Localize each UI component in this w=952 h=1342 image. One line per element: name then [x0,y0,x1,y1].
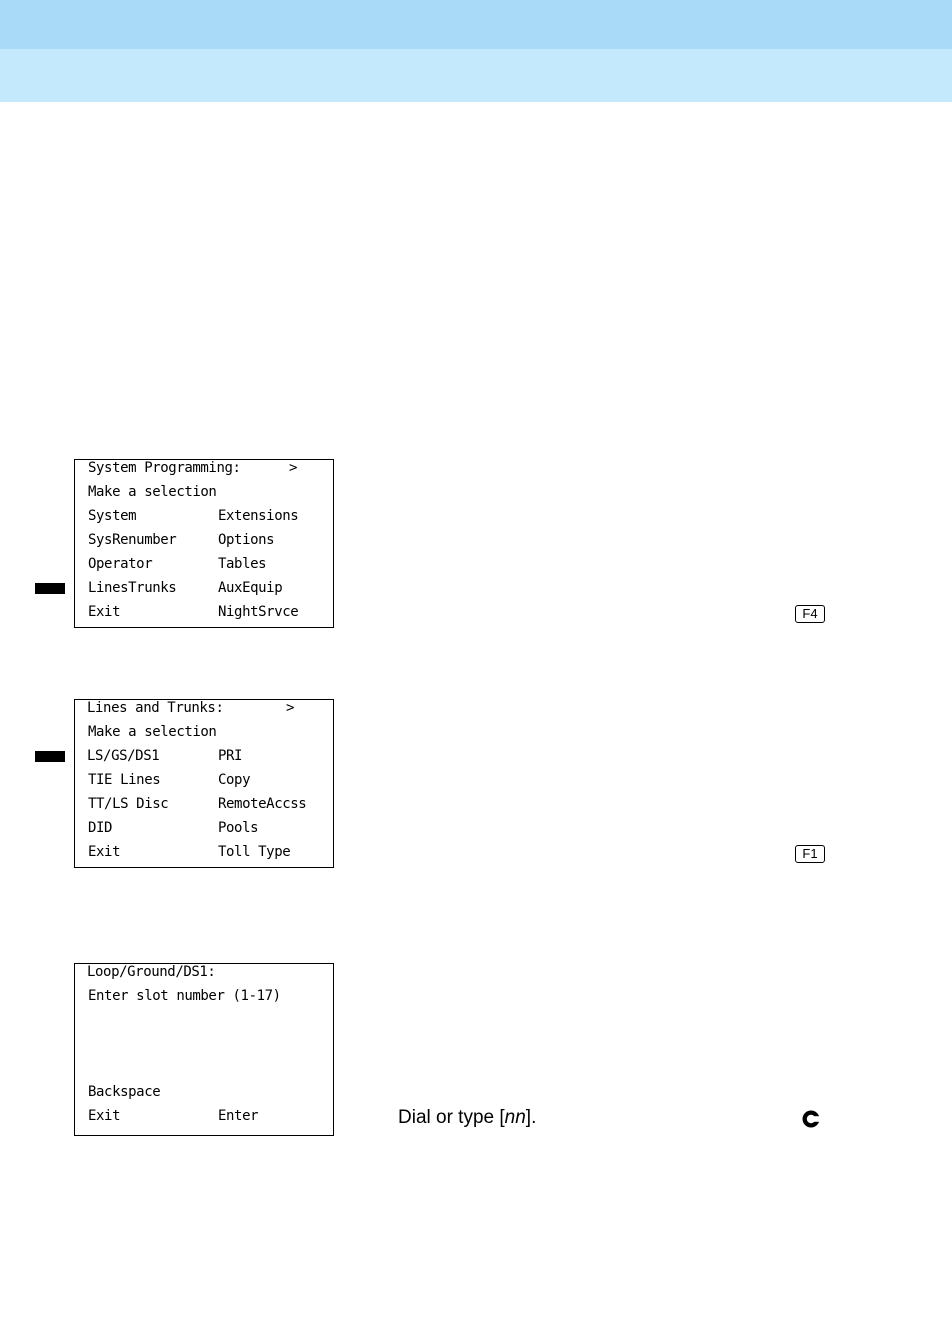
menu-item-tie-lines[interactable]: TIE Lines [88,772,161,788]
f4-key[interactable]: F4 [795,605,825,623]
header-band-bottom [0,49,952,102]
menu-item-toll-type[interactable]: Toll Type [218,844,291,860]
screen-loop-ground-ds1 [74,963,334,1136]
menu-item-enter[interactable]: Enter [218,1108,259,1124]
instruction-prefix: Dial or type [ [398,1107,505,1128]
f1-key[interactable]: F1 [795,845,825,863]
screen-prompt: Make a selection [88,484,217,500]
menu-item-remoteaccss[interactable]: RemoteAccss [218,796,307,812]
menu-item-pri[interactable]: PRI [218,748,243,764]
menu-item-operator[interactable]: Operator [88,556,153,572]
menu-item-system[interactable]: System [88,508,137,524]
menu-item-extensions[interactable]: Extensions [218,508,299,524]
menu-item-ls-gs-ds1[interactable]: LS/GS/DS1 [87,748,160,764]
menu-item-exit[interactable]: Exit [88,844,121,860]
instruction-suffix: ]. [525,1107,537,1128]
selection-marker [35,583,65,594]
menu-item-pools[interactable]: Pools [218,820,259,836]
menu-item-linestrunks[interactable]: LinesTrunks [88,580,177,596]
screen-title: Loop/Ground/DS1: [87,964,216,980]
menu-item-backspace[interactable]: Backspace [88,1084,161,1100]
instruction-variable: nn [504,1107,526,1128]
menu-item-exit[interactable]: Exit [88,1108,121,1124]
menu-item-sysrenumber[interactable]: SysRenumber [88,532,177,548]
screen-system-programming [74,459,334,628]
menu-item-exit[interactable]: Exit [88,604,121,620]
instruction-text [398,1106,536,1130]
next-page-arrow[interactable]: > [286,700,295,716]
next-page-arrow[interactable]: > [289,460,298,476]
header-band-top [0,0,952,49]
selection-marker [35,751,65,762]
menu-item-tt-ls-disc[interactable]: TT/LS Disc [88,796,169,812]
menu-item-did[interactable]: DID [88,820,113,836]
screen-title: Lines and Trunks: [87,700,224,716]
screen-prompt: Enter slot number (1-17) [88,988,281,1004]
menu-item-tables[interactable]: Tables [218,556,267,572]
menu-item-auxequip[interactable]: AuxEquip [218,580,283,596]
enter-key-icon[interactable] [801,1109,821,1129]
menu-item-options[interactable]: Options [218,532,275,548]
screen-lines-and-trunks [74,699,334,868]
menu-item-copy[interactable]: Copy [218,772,251,788]
screen-title: System Programming: [88,460,241,476]
screen-prompt: Make a selection [88,724,217,740]
menu-item-nightsrvce[interactable]: NightSrvce [218,604,299,620]
